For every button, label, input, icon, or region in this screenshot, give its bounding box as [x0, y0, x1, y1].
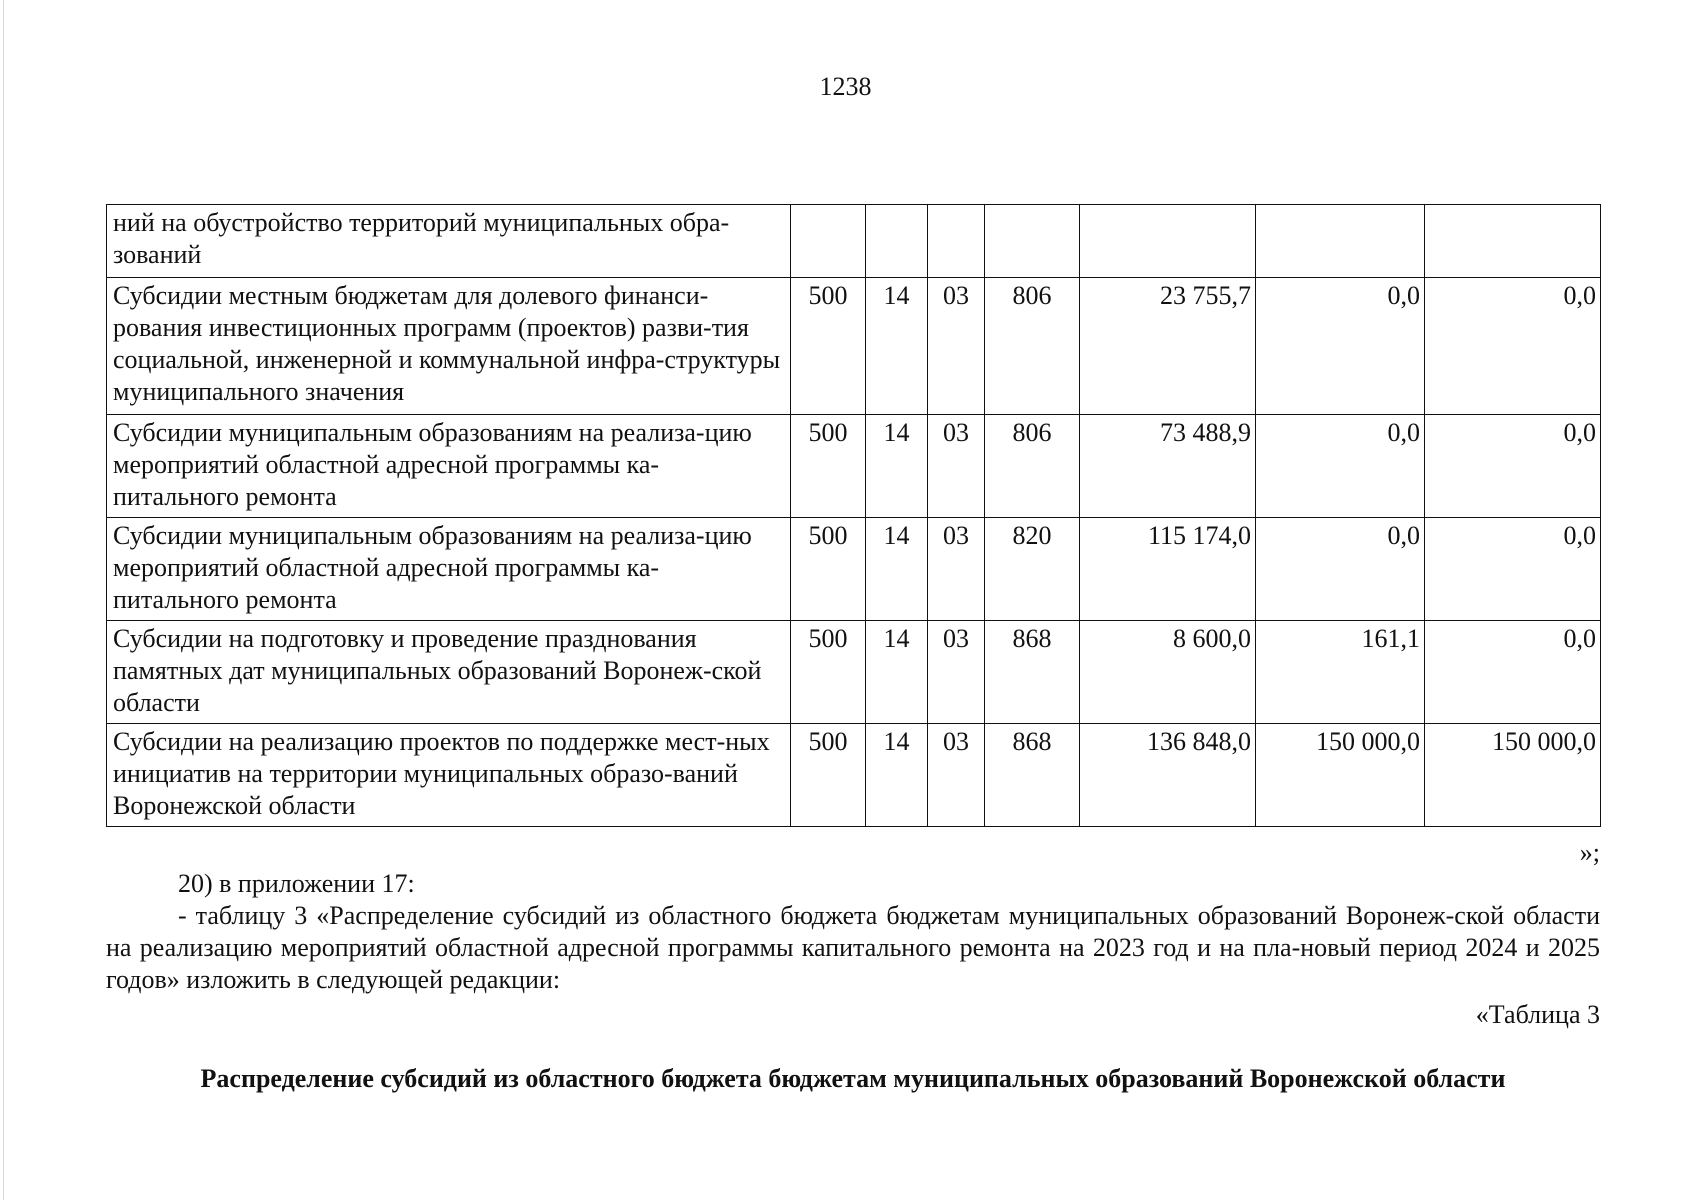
page-number: 1238 [819, 72, 872, 101]
target-code-cell: 820 [985, 518, 1080, 621]
target-code-cell: 868 [985, 724, 1080, 827]
subsection-code-cell: 03 [928, 724, 985, 827]
subsection-code-cell: 03 [928, 415, 985, 518]
budget-table [106, 204, 1601, 827]
admin-code-cell: 500 [791, 518, 866, 621]
amount-2025-cell: 0,0 [1425, 518, 1601, 621]
amount-2023-cell: 136 848,0 [1080, 724, 1256, 827]
row-name-cell: Субсидии на реализацию проектов по поддержке мест-ных инициатив на территории муниципальных образо-ваний Воронежской области [107, 724, 791, 827]
amount-2023-cell: 8 600,0 [1080, 621, 1256, 724]
table-row [107, 205, 1601, 278]
table-caption: «Таблица 3 [1475, 1000, 1600, 1029]
admin-code-cell: 500 [791, 621, 866, 724]
row-name-cell: ний на обустройство территорий муниципальных обра-зований [107, 205, 791, 278]
subsection-code-cell [928, 205, 985, 278]
admin-code-cell: 500 [791, 724, 866, 827]
table-row [107, 415, 1601, 518]
amount-2024-cell: 161,1 [1256, 621, 1425, 724]
section-code-cell [866, 205, 928, 278]
amount-2023-cell: 73 488,9 [1080, 415, 1256, 518]
subsection-code-cell: 03 [928, 278, 985, 415]
table-row [107, 518, 1601, 621]
table-row [107, 724, 1601, 827]
table-row [107, 621, 1601, 724]
admin-code-cell [791, 205, 866, 278]
item-body-paragraph: - таблицу 3 «Распределение субсидий из областного бюджета бюджетам муниципальных образований Воронеж-ской области на реализацию мероприятий областной адресной программы капитального ремонта на 2023 год и на пла-новый период 2024 и 2025 годов» изложить в следующей редакции: [106, 901, 1600, 994]
row-name-cell: Субсидии на подготовку и проведение празднования памятных дат муниципальных образований Воронеж-ской области [107, 621, 791, 724]
amount-2025-cell [1425, 205, 1601, 278]
amount-2023-cell: 115 174,0 [1080, 518, 1256, 621]
admin-code-cell: 500 [791, 278, 866, 415]
section-code-cell: 14 [866, 415, 928, 518]
amount-2024-cell: 0,0 [1256, 518, 1425, 621]
target-code-cell: 806 [985, 278, 1080, 415]
table-row [107, 278, 1601, 415]
amount-2025-cell: 0,0 [1425, 278, 1601, 415]
amount-2024-cell: 0,0 [1256, 278, 1425, 415]
amount-2025-cell: 0,0 [1425, 621, 1601, 724]
amount-2023-cell: 23 755,7 [1080, 278, 1256, 415]
amount-2024-cell: 0,0 [1256, 415, 1425, 518]
scan-edge-line [3, 0, 4, 1200]
item-heading: 20) в приложении 17: [178, 869, 415, 898]
section-title: Распределение субсидий из областного бюджета бюджетам муниципальных образований Воронежской области [200, 1064, 1506, 1093]
amount-2024-cell: 150 000,0 [1256, 724, 1425, 827]
closing-quote: »; [1579, 838, 1600, 867]
section-code-cell: 14 [866, 278, 928, 415]
section-code-cell: 14 [866, 621, 928, 724]
row-name-cell: Субсидии муниципальным образованиям на реализа-цию мероприятий областной адресной программы ка-питального ремонта [107, 415, 791, 518]
amount-2025-cell: 150 000,0 [1425, 724, 1601, 827]
amount-2024-cell [1256, 205, 1425, 278]
target-code-cell: 868 [985, 621, 1080, 724]
amount-2025-cell: 0,0 [1425, 415, 1601, 518]
amount-2023-cell [1080, 205, 1256, 278]
admin-code-cell: 500 [791, 415, 866, 518]
target-code-cell: 806 [985, 415, 1080, 518]
subsection-code-cell: 03 [928, 518, 985, 621]
section-code-cell: 14 [866, 724, 928, 827]
subsection-code-cell: 03 [928, 621, 985, 724]
section-code-cell: 14 [866, 518, 928, 621]
row-name-cell: Субсидии муниципальным образованиям на реализа-цию мероприятий областной адресной программы ка-питального ремонта [107, 518, 791, 621]
row-name-cell: Субсидии местным бюджетам для долевого финанси-рования инвестиционных программ (проектов) разви-тия социальной, инженерной и коммунальной инфра-структуры муниципального значения [107, 278, 791, 415]
target-code-cell [985, 205, 1080, 278]
